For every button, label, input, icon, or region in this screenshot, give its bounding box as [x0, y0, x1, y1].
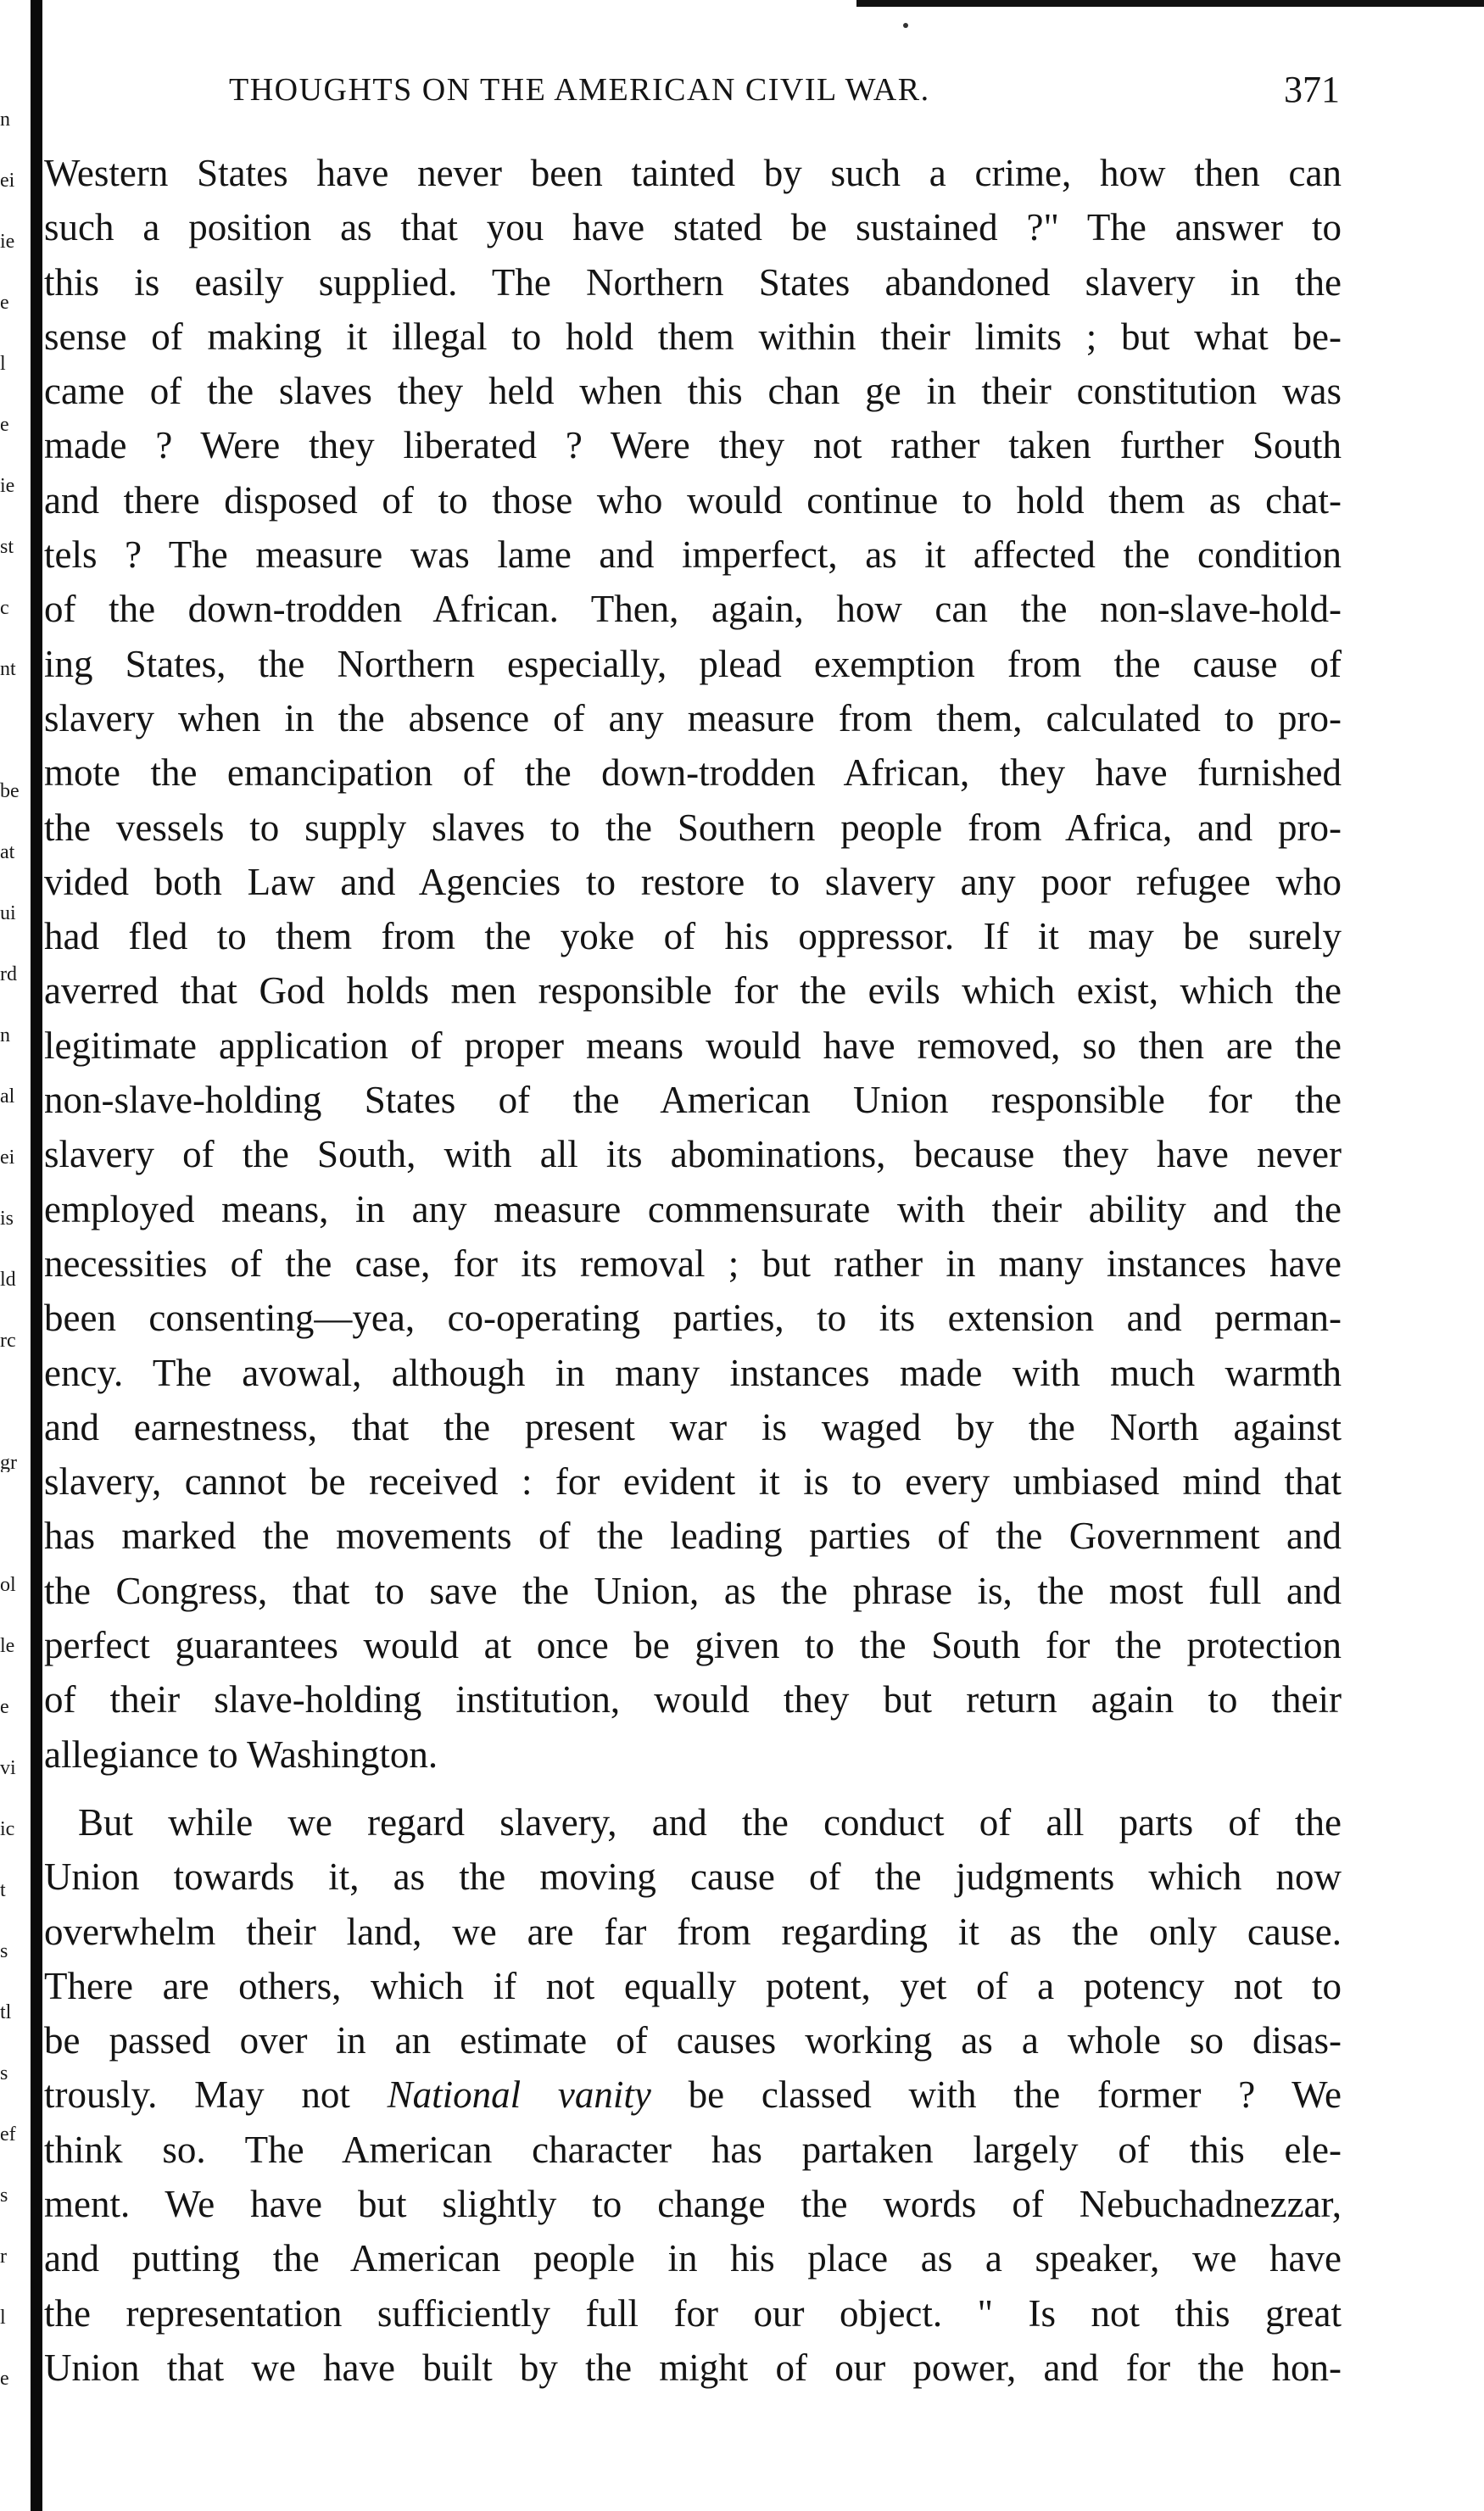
- text-line: and putting the American people in his place as a speaker, we have: [44, 2237, 1342, 2280]
- text-line: But while we regard slavery, and the conduct of all parts of the: [78, 1800, 1342, 1844]
- italic-phrase: National vanity: [387, 2073, 651, 2117]
- text-line: averred that God holds men responsible for the evils which exist, which the: [44, 969, 1342, 1013]
- text-line: this is easily supplied. The Northern States abandoned slavery in the: [44, 260, 1342, 304]
- gutter-fragment: e: [0, 1698, 9, 1716]
- gutter-fragment: c: [0, 599, 9, 617]
- gutter-fragment: gr: [0, 1454, 17, 1472]
- gutter-fragment: [0, 721, 31, 739]
- gutter-fragment: [0, 1392, 31, 1411]
- gutter-fragment: ei: [0, 1148, 15, 1167]
- gutter-fragment: ld: [0, 1270, 16, 1289]
- text-line: tels ? The measure was lame and imperfect, as it affected the condition: [44, 533, 1342, 577]
- gutter-fragment: be: [0, 782, 20, 801]
- gutter-fragment: e: [0, 293, 9, 312]
- text-line: employed means, in any measure commensurate with their ability and the: [44, 1187, 1342, 1230]
- text-line: had fled to them from the yoke of his oppressor. If it may be surely: [44, 915, 1342, 958]
- gutter-fragment: nt: [0, 660, 16, 678]
- text-line: slavery when in the absence of any measure from them, calculated to pro-: [44, 696, 1342, 739]
- text-line: has marked the movements of the leading parties of the Government and: [44, 1515, 1342, 1558]
- gutter-fragment: ic: [0, 1820, 15, 1839]
- gutter-fragment: s: [0, 1942, 8, 1961]
- text-line: ency. The avowal, although in many instances made with much warmth: [44, 1351, 1342, 1394]
- gutter-fragment: ie: [0, 477, 15, 495]
- gutter-fragment: s: [0, 2064, 8, 2083]
- text-line: think so. The American character has partaken largely of this ele-: [44, 2128, 1342, 2171]
- text-line: necessities of the case, for its removal ; but rather in many instances have: [44, 1242, 1342, 1285]
- gutter-fragment: l: [0, 2308, 6, 2327]
- page-number: 371: [1284, 69, 1340, 110]
- text-line: overwhelm their land, we are far from regarding it as the only cause.: [44, 1910, 1342, 1953]
- text-line: came of the slaves they held when this chan ge in their constitution was: [44, 370, 1342, 413]
- gutter-fragment: rc: [0, 1331, 16, 1350]
- page-header: [229, 64, 1340, 115]
- text-line: be passed over in an estimate of causes working as a whole so disas-: [44, 2019, 1342, 2062]
- text-line: and there disposed of to those who would continue to hold them as chat-: [44, 478, 1342, 522]
- text-line: of their slave-holding institution, would they but return again to their: [44, 1678, 1342, 1721]
- gutter-fragment: is: [0, 1209, 14, 1228]
- gutter-fragment: ol: [0, 1576, 16, 1594]
- text-line: such a position as that you have stated be sustained ?" The answer to: [44, 206, 1342, 249]
- text-line: vided both Law and Agencies to restore to slavery any poor refugee who: [44, 860, 1342, 903]
- gutter-fragment: [0, 1515, 31, 1533]
- gutter-fragment: al: [0, 1087, 15, 1106]
- text-line: the vessels to supply slaves to the Southern people from Africa, and pro-: [44, 806, 1342, 849]
- text-line: allegiance to Washington.: [44, 1733, 438, 1776]
- text-line: ing States, the Northern especially, plead exemption from the cause of: [44, 642, 1342, 685]
- text-line: mote the emancipation of the down-trodden African, they have furnished: [44, 751, 1342, 795]
- text-line: trously. May not National vanity be classed with the former ? We: [44, 2073, 1342, 2117]
- gutter-fragment: ef: [0, 2125, 16, 2144]
- facing-page-gutter: [0, 110, 31, 2511]
- gutter-fragment: rd: [0, 965, 17, 984]
- text-line: Union towards it, as the moving cause of the judgments which now: [44, 1855, 1342, 1899]
- text-line: made ? Were they liberated ? Were they not rather taken further South: [44, 424, 1342, 467]
- gutter-fragment: st: [0, 538, 14, 556]
- paragraph-2: [44, 1795, 1342, 2395]
- gutter-fragment: le: [0, 1637, 15, 1655]
- text-line: non-slave-holding States of the American Union responsible for the: [44, 1079, 1342, 1122]
- gutter-fragment: tl: [0, 2003, 12, 2022]
- text-line: slavery, cannot be received : for evident it is to every umbiased mind that: [44, 1460, 1342, 1504]
- gutter-fragment: ie: [0, 232, 15, 251]
- gutter-fragment: n: [0, 110, 10, 129]
- gutter-fragment: s: [0, 2186, 8, 2205]
- text-line: and earnestness, that the present war is waged by the North against: [44, 1405, 1342, 1448]
- gutter-fragment: t: [0, 1881, 6, 1900]
- gutter-fragment: vi: [0, 1759, 16, 1777]
- text-line: slavery of the South, with all its abominations, because they have never: [44, 1133, 1342, 1176]
- text-line: of the down-trodden African. Then, again, how can the non-slave-hold-: [44, 588, 1342, 631]
- paragraph-1: [44, 146, 1342, 1782]
- text-line: the Congress, that to save the Union, as the phrase is, the most full and: [44, 1569, 1342, 1612]
- running-title: THOUGHTS ON THE AMERICAN CIVIL WAR.: [229, 72, 930, 108]
- gutter-fragment: at: [0, 843, 15, 862]
- binding-shadow: [31, 0, 42, 2511]
- gutter-fragment: l: [0, 354, 6, 373]
- body-text: [44, 146, 1342, 2395]
- text-line: Western States have never been tainted by such a crime, how then can: [44, 152, 1342, 194]
- gutter-fragment: ei: [0, 171, 15, 190]
- top-border-rule: [856, 0, 1484, 7]
- gutter-fragment: e: [0, 2369, 9, 2388]
- ink-speck: [903, 23, 908, 28]
- gutter-fragment: ui: [0, 904, 16, 923]
- text-line: perfect guarantees would at once be given to the South for the protection: [44, 1624, 1342, 1667]
- text-line: legitimate application of proper means would have removed, so then are the: [44, 1024, 1342, 1067]
- gutter-fragment: n: [0, 1026, 10, 1045]
- text-line: Union that we have built by the might of our power, and for the hon-: [44, 2346, 1342, 2389]
- text-line: been consenting—yea, co-operating parties, to its extension and perman-: [44, 1297, 1342, 1340]
- gutter-fragment: e: [0, 416, 9, 434]
- text-line: ment. We have but slightly to change the words of Nebuchadnezzar,: [44, 2182, 1342, 2225]
- text-line: sense of making it illegal to hold them within their limits ; but what be-: [44, 315, 1342, 358]
- text-line: the representation sufficiently full for our object. " Is not this great: [44, 2291, 1342, 2335]
- text-line: There are others, which if not equally potent, yet of a potency not to: [44, 1964, 1342, 2007]
- gutter-fragment: r: [0, 2247, 7, 2266]
